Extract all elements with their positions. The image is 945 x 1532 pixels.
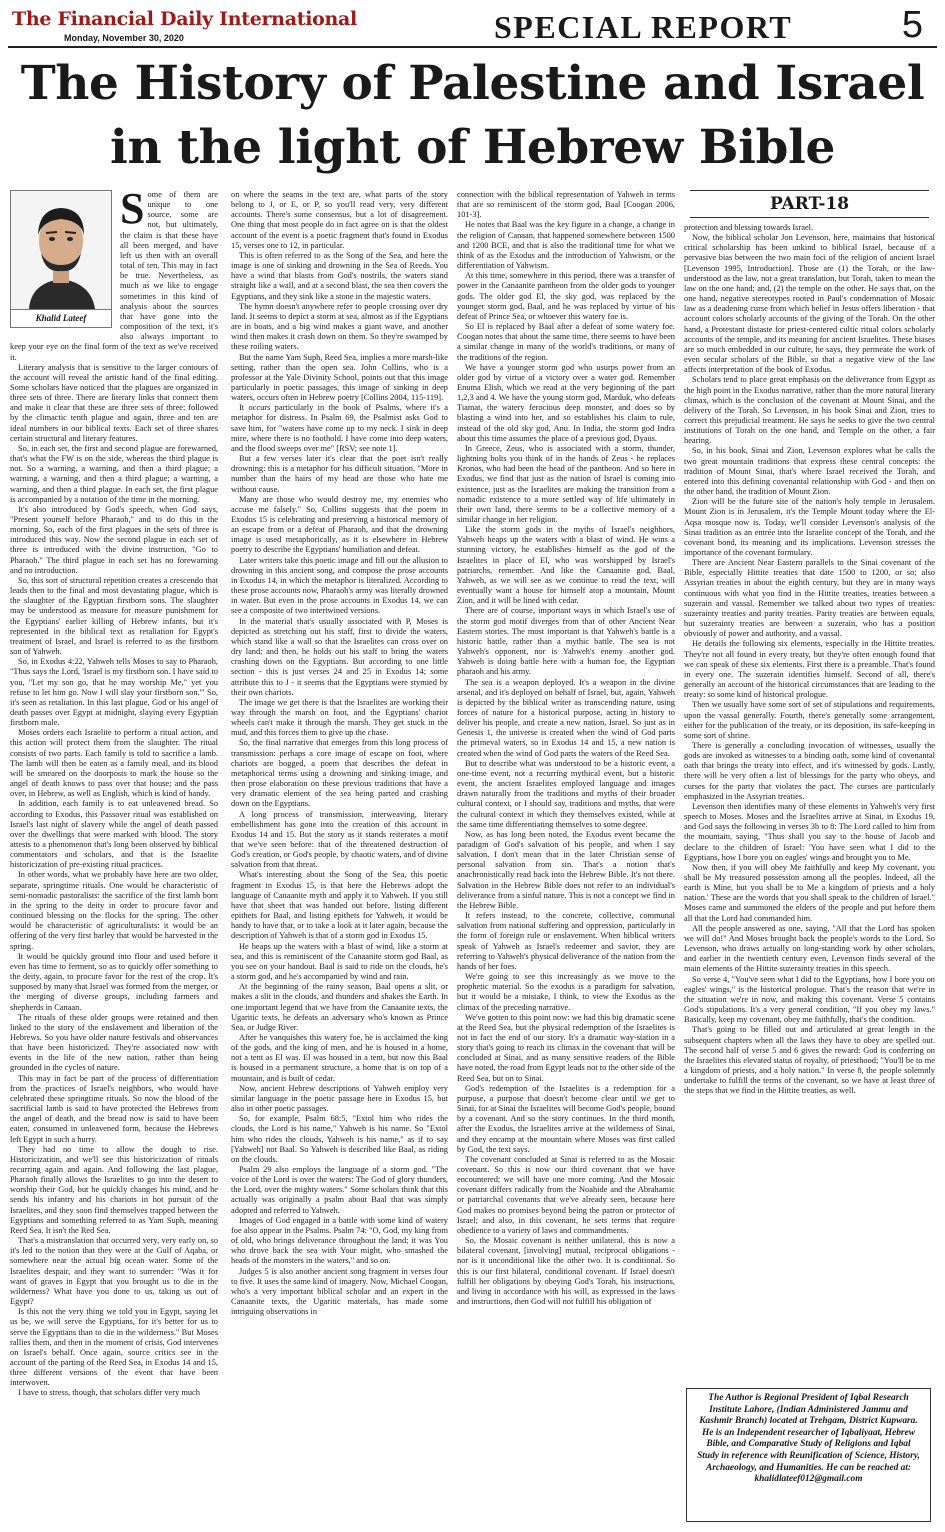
column-4 [684, 223, 935, 1143]
paragraph: In other words, what we probably have here are two older, separate, springtime rituals. One would be characteristic of semi-nomadic pastoralists: the sacrifice of the first lamb born in the spring to the deity in order to procure favor and continued blessing on the flocks for the spring. The other would be characteristic of agriculturalists: it would be an offering of the very first barley that would be harvested in the spring. [10, 870, 218, 951]
paragraph: There are Ancient Near Eastern parallels to the Sinai covenant of the Bible, especially Hittite treaties that date 1500 to 1200, or so; also Assyrian treaties in about the eighth century, but they are in many ways continuous with what you find in the Hittite treaties, treaties between a suzerain and vassal. Remember we talked about two types of treaties: suzerainty treaties and parity treaties. Parity treaties are between equals, but suzerainty treaties are between a suzerain, who has a position obviously of power and authority, and a vassal. [684, 558, 935, 639]
paragraph: Then we usually have some sort of set of stipulations and requirements, upon the vassal generally. Fourth, there's generally some arrangement, either for the publication of the treaty, or its deposition, its safe-keeping in some sort of shrine. [684, 700, 935, 740]
author-caption: Khalid Lateef [10, 310, 112, 328]
issue-date: Monday, November 30, 2020 [64, 33, 184, 43]
paragraph: So, the final narrative that emerges from this long process of transmission: perhaps a core image of escape on foot, where chariots are bogged, a poem that describes the defeat in metaphorical terms using a drowning and sinking image, and then prose elaboration on these previous traditions that have a very dramatic element of the sea being parted and crashing down on the Egyptians. [231, 738, 448, 809]
section-title: SPECIAL REPORT [494, 9, 793, 45]
paragraph: Scholars tend to place great emphasis on the deliverance from Egypt as the high point in the Exodus narrative, rather than the more natural literary climax, which is the conclusion of the covenant at Mount Sinai, and the delivery of the Torah. So Levenson, in his book Sinai and Zion, tries to correct this prejudicial treatment. He says he seeks to give the two central institutions of Torah on the one hand, and Temple on the other, a fair hearing. [684, 375, 935, 446]
paragraph: Judges 5 is also another ancient song fragment in verses four to five. It uses the same kind of imagery. Now, Michael Coogan, who's a very important biblical scholar and an expert in the Canaanite texts, the Ugaritic materials, has made some intriguing observations in [231, 1266, 448, 1317]
paragraph: This is often referred to as the Song of the Sea, and here the image is one of sinking and drowning in the Sea of Reeds. You have a wind that blasts from God's nostrils, the waters stand straight like a wall, and at a second blast, the sea then covers the Egyptians, and they sink like a stone in the majestic waters. [231, 250, 448, 301]
paragraph: Images of God engaged in a battle with some kind of watery foe also appear in the Psalms. Psalm 74: "O, God, my king from of old, who brings deliverance throughout the land; it was You who drove back the sea with Your might, who smashed the heads of the monsters in the waters," and so on. [231, 1215, 448, 1266]
paragraph: He heaps up the waters with a blast of wind, like a storm at sea, and this is reminiscent of the Canaanite storm god Baal, as you see on your handout. Baal is said to ride on the clouds, he's a storm god, and he's accompanied by wind and rain. [231, 941, 448, 982]
author-photo-box [10, 190, 114, 332]
paragraph: I have to stress, though, that scholars differ very much [18, 1388, 200, 1398]
page-number: 5 [901, 4, 923, 46]
paragraph: on where the seams in the text are, what parts of the story belong to J, or E, or P, so you'll read very, very different accounts. There's some consensus, but a lot of disagreement. One thing that most people do in fact agree on is that the oldest account of the event is a poetic fragment that's found in Exodus 15, verses one to 12, in particular. [231, 190, 448, 250]
paragraph: We're going to see this increasingly as we move to the prophetic material. So the exodus is a paradigm for salvation, but it would be a mistake, I think, to view the Exodus as the climax of the preceding narrative. [457, 972, 675, 1012]
paragraph: Now, the biblical scholar Jon Levenson, here, maintains that historical critical scholarship has been unkind to biblical Israel, because of a pervasive bias between the two main foci of the religion of ancient Israel [Levenson 1995, Introduction]. Those are (1) the Torah, or the law- understood as the law, not a great translation, but Torah, taken to mean the law on the one hand; and, (2) the temple on the other. He says that, on the one hand, negative stereotypes rooted in Paul's condemnation of Mosaic law as a deadening curse from which belief in Jesus offers liberation - that account colors scholarly accounts of the giving of the Torah. On the other hand, a Protestant distaste for priest-centered cultic ritual colors scholarly accounts of the temple, and its meaning for ancient Israelites. These biases are so much embedded in our culture, he says, they permeate the work of even secular scholars of the Bible, so that a negative view of the law affects interpretation of the book of Exodus. [684, 233, 935, 375]
paragraph: So, for example, Psalm 68:5, "Extol him who rides the clouds, the Lord is his name," Yahweh is his name. So "Extol him who rides the clouds, Yahweh is his name," as if to say [Yahweh] not Baal. So Yahweh is described like Baal, as riding on the clouds. [231, 1114, 448, 1164]
paragraph: He notes that Baal was the key figure in a change, a change in the religion of Canaan, that happened somewhere between 1500 and 1200 BCE, and that is also the traditional time for what we think of as the Exodus and the introduction of Yahwism, or the differentiation of Yahwism. [457, 220, 675, 271]
column-1 [10, 190, 218, 1522]
paragraph: So, in his book, Sinai and Zion, Levenson explores what he calls the two great mountain traditions that express these central concepts: the tradition of Mount Sinai, that's where Israel received the Torah, and entered into this defining covenantal relationship with God - and then on the other hand, the tradition of Mount Zion. [684, 446, 935, 497]
paragraph: The rituals of these older groups were retained and then linked to the story of the enslavement and liberation of the Hebrews. So you have older nature festivals and observances that have been historicized. They're associated now with events in the life of the new nation, rather than being grounded in the cycles of nature. [10, 1012, 218, 1073]
masthead [8, 6, 937, 48]
paragraph: Now, ancient Hebrew descriptions of Yahweh employ very similar language in the poetic passage here in Exodus 15, but also in other poetic passages. [231, 1083, 448, 1114]
paragraph: After he vanquishes this watery foe, he is acclaimed the king of the gods, and the king of men, and he is housed in a home, not a tent as El was. El was housed in a tent, but now this Baal is housed in a permanent structure, a home that is on top of a mountain, and is built of cedar. [231, 1032, 448, 1083]
paragraph: A long process of transmission, interweaving, literary embellishment has gone into the creation of this account in Exodus 14 and 15. But the story as it stands reiterates a motif that we've seen before: that of the threatened destruction of God's creation, or God's people, by chaotic waters, and of divine salvation from that threat. [231, 809, 448, 870]
paragraph: Literary analysis that is sensitive to the larger contours of the account will reveal the artistic hand of the final editing. Some scholars have noticed that the plagues are organized in three sets of three. There are literary links that connect them and make it clear that these are three sets of three; followed by the climactic tenth plague and again, three and ten are ideal numbers in our biblical texts. Each set of three shares certain structural and literary features. [10, 362, 218, 443]
paragraph: In Greece, Zeus, who is associated with a storm, thunder, lightning bolts you think of in the hands of Zeus - he replaces Kronos, who had been the head of the pantheon. And so here in Exodus, we find that just as the nation of Israel is coming into existence, just as the Israelites are making the transition from a nomadic existence to a more settled way of life ultimately in their own land, there seems to be a collective memory of a similar change in her religion. [457, 443, 675, 524]
paragraph: So, in each set, the first and second plague are forewarned, that's what the FW is on the side, whereas the third plague is not. So a warning, a warning, and then a third plague; a warning, a warning, and then a third plague; a warning, a warning, and then a third plague. In each set, the first plague is accompanied by a notation of the time in the morning. [10, 443, 218, 504]
paragraph: Now then, if you will obey Me faithfully and keep My covenant, you shall be My treasured possession among all the peoples. Indeed, all the earth is Mine, but you shall be to Me a kingdom of priests and a holy nation.' These are the words that you shall speak to the children of Israel." Moses came and summoned the elders of the people and put before them all that the Lord had commanded him. [684, 862, 935, 923]
headline-line-2: in the light of Hebrew Bible [110, 120, 835, 175]
paragraph: So, this sort of structural repetition creates a crescendo that leads then to the final and most devastating plague, which is the slaughter of the Egyptian firstborn sons. The slaughter may be understood as measure for measure punishment for the Egyptians' earlier killing of Hebrew infants, but it's represented in the biblical text as retaliation for Egypt's treatment of Israel, and Israel is referred to as the firstborn son of Yahweh. [10, 575, 218, 657]
paragraph: Like the storm gods in the myths of Israel's neighbors, Yahweh heaps up the waters with a blast of wind. He wins a stunning victory, he establishes himself as the god of the Israelites in place of El, who was worshipped by Israel's patriarchs, remember. And like the Canaanite god, Baal, Yahweh, as we will see as we continue to read the text, will eventually want a house for himself atop a mountain, Mount Zion, and it will be lined with cedar. [457, 525, 675, 606]
column-3 [457, 190, 675, 1522]
paragraph: It occurs particularly in the book of Psalms, where it's a metaphor for distress. In Psalm 69, the Psalmist asks God to save him, for "waters have come up to my neck. I sink in deep mire, where there is no foothold. I have come into deep waters, and the flood sweeps over me" [RSV; see note 1]. [231, 403, 448, 453]
paragraph: Moses orders each Israelite to perform a ritual action, and this action will protect them from the slaughter. The ritual consists of two parts. Each family is told to sacrifice a lamb. The lamb will then be eaten as a family meal, and its blood will be smeared on the doorposts to mark the house so the angel of death knows to pass over that house; and the pass over, in Hebrew, as well as English, which is kind of handy. [10, 728, 218, 799]
paragraph: It refers instead, to the concrete, collective, communal salvation from national suffering and oppression, particularly in the form of foreign rule or enslavement. When biblical writers speak of Yahweh as Israel's redeemer and savior, they are referring to Yahweh's physical deliverance of the nation from the hands of her foes. [457, 911, 675, 971]
paragraph: So El is replaced by Baal after a defeat of some watery foe. Coogan notes that about the same time, there seems to have been a similar change in many of the world's traditions, or many of the traditions of the region. [457, 322, 675, 362]
paragraph: There are of course, important ways in which Israel's use of the storm god motif diverges from that of other Ancient Near Eastern stories. The most important is that Yahweh's battle is a historic battle, rather than a mythic battle. The sea is not Yahweh's opponent, nor is Yahweh's enemy another god. Yahweh is doing battle here with a human foe, the Egyptian pharaoh and his army. [457, 606, 675, 677]
paragraph: Is this not the very thing we told you in Egypt, saying let us be, we will serve the Egyptians, for it's better for us to serve the Egyptians than to die in the wilderness." But Moses rallies them, and then in the moment of crisis, God intervenes on Israel's behalf. Once again, source critics see in the account of the parting of the Reed Sea, in Exodus 14 and 15, three different versions of the event that have been interwoven. [10, 1307, 218, 1388]
paragraph: connection with the biblical representation of Yahweh in terms that are so reminiscent of the storm god, Baal [Coogan 2006, 101-3]. [457, 190, 675, 220]
paragraph: The covenant concluded at Sinai is referred to as the Mosaic covenant. So this is now our third covenant that we have encountered; we will have one more coming. And the Mosaic covenant differs radically from the Noahide and the Abrahamic or patriarchal covenants that we've already seen, because here God makes no promises beyond being the patron or protector of Israel; and also, in this covenant, he sets terms that require obedience to a variety of laws and commandments. [457, 1154, 675, 1235]
paragraph: But the name Yam Suph, Reed Sea, implies a more marsh-like setting, rather than the open sea. John Collins, who is a professor at the Yale Divinity School, points out that this image particularly in poetic passages, this image of sinking in deep waters, occurs often in Hebrew poetry [Collins 2004, 115-119]. [231, 352, 448, 403]
paragraph: They had no time to allow the dough to rise. Historicization, and we'll see this historicization of rituals recurring again and again. And following the last plague, Pharaoh finally allows the Israelites to go into the desert to worship their God, but he quickly changes his mind, and he sends his infantry and his chariots in hot pursuit of the Israelites, and they soon find themselves trapped between the Egyptians and something referred to as Yam Suph, meaning Reed Sea. It isn't the Red Sea. [10, 1144, 218, 1235]
drop-cap: S [120, 190, 145, 233]
headline-line-1: The History of Palestine and Israel [20, 56, 925, 111]
paragraph: So, in Exodus 4:22, Yahweh tells Moses to say to Pharaoh, "Thus says the Lord, 'Israel is my firstborn son. I have said to you, "Let my son go, that he may worship Me," yet you refuse to let him go. Now I will slay your firstborn son.'" So, it's seen as retaliation. In this last plague, God or his angel of death passes over Egypt at midnight, slaying every Egyptian firstborn male. [10, 657, 218, 728]
author-photo [10, 190, 112, 310]
paragraph: In addition, each family is to eat unleavened bread. So according to Exodus, this Passover ritual was established on Israel's last night of slavery while the angel of death passed over the dwellings that were marked with blood. The story attests to a phenomenon that's long been observed by biblical commentators and scholars, and that is the Israelite historicization of pre-existing ritual practices. [10, 799, 218, 870]
paragraph: The hymn doesn't anywhere refer to people crossing over dry land. It seems to depict a storm at sea, almost as if the Egyptians are in boats, and a big wind makes a giant wave, and another wind then makes it crash down on them. So they're swamped by these roiling waters. [231, 301, 448, 352]
paragraph: At this time, somewhere in this period, there was a transfer of power in the Canaanite pantheon from the older gods to younger gods. The older god El, the sky god, was replaced by the younger storm god, Baal, and he was replaced by virtue of his defeat of Prince Sea, or whoever this watery foe is. [457, 271, 675, 321]
paragraph: Later writers take this poetic image and fill out the allusion to drowning in this ancient song, and compose the prose accounts in Exodus 14, in which the metaphor is literalized. According to these prose accounts now, Pharaoh's army was literally drowned in water. But even in the prose accounts in Exodus 14, we can see a composite of two intertwined versions. [231, 555, 448, 616]
paragraph: That's a mistranslation that occurred very, very early on, so it's led to the notion that they were at the Gulf of Aqaba, or somewhere near the actual big ocean water. Some of the Israelites despair, and they want to surrender: "Was it for want of graves in Egypt that you brought us to die in the wilderness? What have you done to us, taking us out of Egypt? [10, 1236, 218, 1307]
headline [0, 52, 945, 180]
part-label: PART-18 [690, 190, 929, 218]
paragraph: But to describe what was understood to be a historic event, a one-time event, not a recurring mythical event, but a historic event, the ancient Israelites employed language and images drawn naturally from the traditions and myths of their broader cultural context, or I should say, traditions and myths, that were the cultural context in which they themselves existed, while at the same time differentiating themselves to some degree. [457, 758, 675, 829]
paragraph: This may in fact be part of the process of differentiation from the practices of Israel's neighbors, who would have celebrated these springtime rituals. So now the blood of the sacrificial lamb is said to have protected the Hebrews from the angel of death, and the bread now is said to have been eaten, consumed in unleavened form, because the Hebrews left Egypt in such a hurry. [10, 1073, 218, 1144]
paragraph: All the people answered as one, saying, "All that the Lord has spoken we will do!" And Moses brought back the people's words to the Lord. So Levenson, who draws actually on long-standing work by other scholars, and earlier in the twentieth century even, Levenson finds several of the main elements of the Hittite suzerainty treaties in this speech. [684, 923, 935, 974]
paragraph: What's interesting about the Song of the Sea, this poetic fragment in Exodus 15, is that here the Hebrews adopt the language of Canaanite myth and apply it to Yahweh. If you still have that sheet that was handed out before, listing different epithets for Baal, and listing epithets for Yahweh, it would be handy to have that, or to take a look at it later again, because the description of Yahweh is that of a storm god in Exodus 15. [231, 870, 448, 941]
paragraph: So, the Mosaic covenant is neither unilateral, this is now a bilateral covenant, [involving] mutual, reciprocal obligations - nor is it unconditional like the other two. It is conditional. So this is our first bilateral, conditional covenant. If Israel doesn't fulfill her obligations by obeying God's Torah, his instructions, and living in accordance with his will, as expressed in the laws and instructions, then God will not fulfill his obligation of [457, 1236, 675, 1307]
paragraph: There is generally a concluding invocation of witnesses, usually the gods are invoked as witnesses to a binding oath, some kind of covenantal oath that brings the treaty into effect, and it's witnessed by gods. Lastly, there will be very often a list of blessings for the party who obeys, and curses for the party that violates the pact. The curses are particularly emphasized in the Assyrian treaties. [684, 740, 935, 801]
column-2 [231, 190, 448, 1522]
paragraph: Many are those who would destroy me, my enemies who accuse me falsely." So, Collins suggests that the poem in Exodus 15 is celebrating and preserving a historical memory of an escape from or a defeat of Pharaoh, and that the drowning image is used metaphorically, as it is elsewhere in Hebrew poetry to describe the Egyptians' humiliation and defeat. [231, 494, 448, 555]
portrait-image [11, 191, 111, 309]
author-bio-box [686, 1388, 931, 1522]
paragraph: The image we get there is that the Israelites are working their way through the marsh on foot, and the Egyptians' chariot wheels can't make it through the marsh. They get stuck in the mud, and this forces them to give up the chase. [231, 697, 448, 738]
paragraph: He details the following six elements, especially in the Hittite treaties. They're not all found in every treaty, but they're often enough found that we can speak of these six elements. First there is a preamble. That's found in every one. The suzerain identifies himself. Second of all, there's generally an account of the historical circumstances that are leading to the treaty: so some kind of historical prologue. [684, 639, 935, 700]
paragraph: Now, as has long been noted, the Exodus event became the paradigm of God's salvation of his people, and when I say salvation, I don't mean that in the later Christian sense of personal salvation from sin. That's a notion that's anachronistically read back into the Hebrew Bible. It's not there. Salvation in the Hebrew Bible does not refer to an individual's deliverance from a sinful nature. This is not a concept we find in the Hebrew Bible. [457, 829, 675, 910]
paragraph: At the beginning of the rainy season, Baal opens a slit, or makes a slit in the clouds, and thunders and shakes the Earth. In one important legend that we have from the Canaanite texts, the Ugaritic texts, he defeats an adversary who's known as Prince Sea, or Judge River. [231, 982, 448, 1032]
paragraph: It's also introduced by God's speech, when God says, "Present yourself before Pharaoh," and to do this in the morning. So, each of the first plagues in the sets of three is introduced this way. Now the second plague in each set of three is introduced with the divine instruction, "Go to Pharaoh." The third plague in each set has no forewarning and no introduction. [10, 504, 218, 575]
newspaper-name: The Financial Daily International [12, 8, 357, 30]
paragraph: That's going to be filled out and articulated at great length in the subsequent chapters when all the laws they have to obey are spelled out. The second half of verse 5 and 6 gives the reward: God is conferring on the Israelites this elevated status of royalty, of priesthood; "You'll be to me a kingdom of priests, and a holy nation." In verse 8, the people solemnly undertake to fulfill the terms of the covenant, so we have at least three of the steps that we find in the Hittite treaties, as well. [684, 1025, 935, 1096]
paragraph: But a few verses later it's clear that the poet isn't really drowning: this is a metaphor for his difficult situation. "More in number than the hairs of my head are those who hate me without cause. [231, 454, 448, 494]
paragraph: The sea is a weapon deployed. It's a weapon in the divine arsenal, and it's deployed on behalf of Israel, but, again, Yahweh is depicted by the biblical writer as transcending nature, using forces of nature for a historical purpose, acting in history to deliver his people, and create a new nation, Israel. So just as in Genesis 1, the universe is created when the wind of God parts the primeval waters, so in Exodus 14 and 15, a new nation is created when the wind of God parts the waters of the Reed Sea. [457, 677, 675, 758]
paragraph: We have a younger storm god who usurps power from an older god by virtue of a victory over a water god. Remember Enuma Elish, which we read at the very beginning of the part 1,2,3 and 4. We have the young storm god, Marduk, who defeats Tiamat, the watery ferocious deep monster, and does so by blasting a wind into her, and so establishes his claim to rule, instead of the old sky god, Anu. In India, the storm god Indra about this time assumes the place of a previous god, Dyaus. [457, 362, 675, 443]
paragraph: protection and blessing towards Israel. [684, 223, 814, 232]
paragraph: In the material that's usually associated with P, Moses is depicted as stretching out his staff, first to divide the waters, which stand like a wall so that the Israelites can cross over on dry land; and then, he holds out his staff to bring the waters crashing down on the Egyptians. But according to one little section - this is just verses 24 and 25 in Exodus 14; some attribute this to J - it seems that the Egyptians were stymied by their own chariots. [231, 616, 448, 697]
paragraph: We've gotten to this point now: we had this big dramatic scene at the Reed Sea, but the physical redemption of the Israelites is not in fact the end of our story. It's a dramatic way-station in a story that's going to reach its climax in the covenant that will be concluded at Sinai, and as many sensitive readers of the Bible have noted, the road from Egypt leads not to the other side of the Reed Sea, but on to Sinai. [457, 1012, 675, 1083]
author-bio: The Author is Regional President of Iqbal Research Institute Lahore, (Indian Administered Jammu and Kashmir Branch) located at Trehgam, District Kupwara. He is an Independent researcher of Iqbaliyaat, Hebrew Bible, and Comparative Study of Religions and Iqbal Study in reference with Reunification of Science, History, Archaeology, and Humanities. He can be reached at: khalidlateef012@gmail.com [697, 1393, 920, 1485]
paragraph: Levenson then identifies many of these elements in Yahweh's very first speech to Moses. Moses and the Israelites arrive at Sinai, in Exodus 19, and God says the following in verses 3b to 8: The Lord called to him from the mountain, saying, "Thus shall you say to the house of Jacob and declare to the children of Israel: 'You have seen what I did to the Egyptians, how I bore you on eagles' wings and brought you to Me. [684, 801, 935, 862]
paragraph: It would be quickly ground into flour and used before it even has time to ferment, so as to quickly offer something to the deity, again, to procure favor for the rest of the crop. It's supposed by many that Israel was formed from the merger, or the merging of diverse groups, including farmers and shepherds in Canaan. [10, 951, 218, 1012]
paragraph: Psalm 29 also employs the language of a storm god. "The voice of the Lord is over the waters: The God of glory thunders, the Lord, over the mighty waters." Some scholars think that this actually was originally a psalm about Baal that was simply adopted and referred to Yahweh. [231, 1165, 448, 1215]
paragraph: God's redemption of the Israelites is a redemption for a purpose, a purpose that doesn't become clear until we get to Sinai, for at Sinai the Israelites will become God's people, bound by a covenant. And so the story continues. In the third month, after the Exodus, the Israelites arrive at the wilderness of Sinai, and they encamp at the mountain where Moses was first called by God, the text says. [457, 1083, 675, 1154]
paragraph: So verse 4, "You've seen what I did to the Egyptians, how I bore you on eagles' wings," is the historical prologue. That's the reason that we're in the situation we're in now, and making this covenant. Verse 5 contains God's stipulations. It's a very general condition, "If you obey my laws." Basically, keep my covenant, obey me faithfully, that's the condition. [684, 974, 935, 1025]
paragraph: Zion will be the future site of the nation's holy temple in Jerusalem. Mount Zion is in Jerusalem, it's the Temple Mount today where the El-Aqsa mosque now is. Today, we'll consider Levenson's analysis of the Sinai tradition as an entrée into the Israelite concept of the Torah, and the covenant bond, its meaning and its implications. Levenson stresses the importance of the covenant formulary. [684, 497, 935, 557]
paragraph: ome of them are unique to one source, some are not, but ultimately, the claim is that these have all been merged, and have left us then with an overall total of ten. This may in fact be true. Nevertheless, as much as we like to engage sometimes in this kind of analysis about the sources that have gone into the composition of the text, it's also always important to keep your eye on the final form of the text as we've received it. [10, 190, 218, 362]
